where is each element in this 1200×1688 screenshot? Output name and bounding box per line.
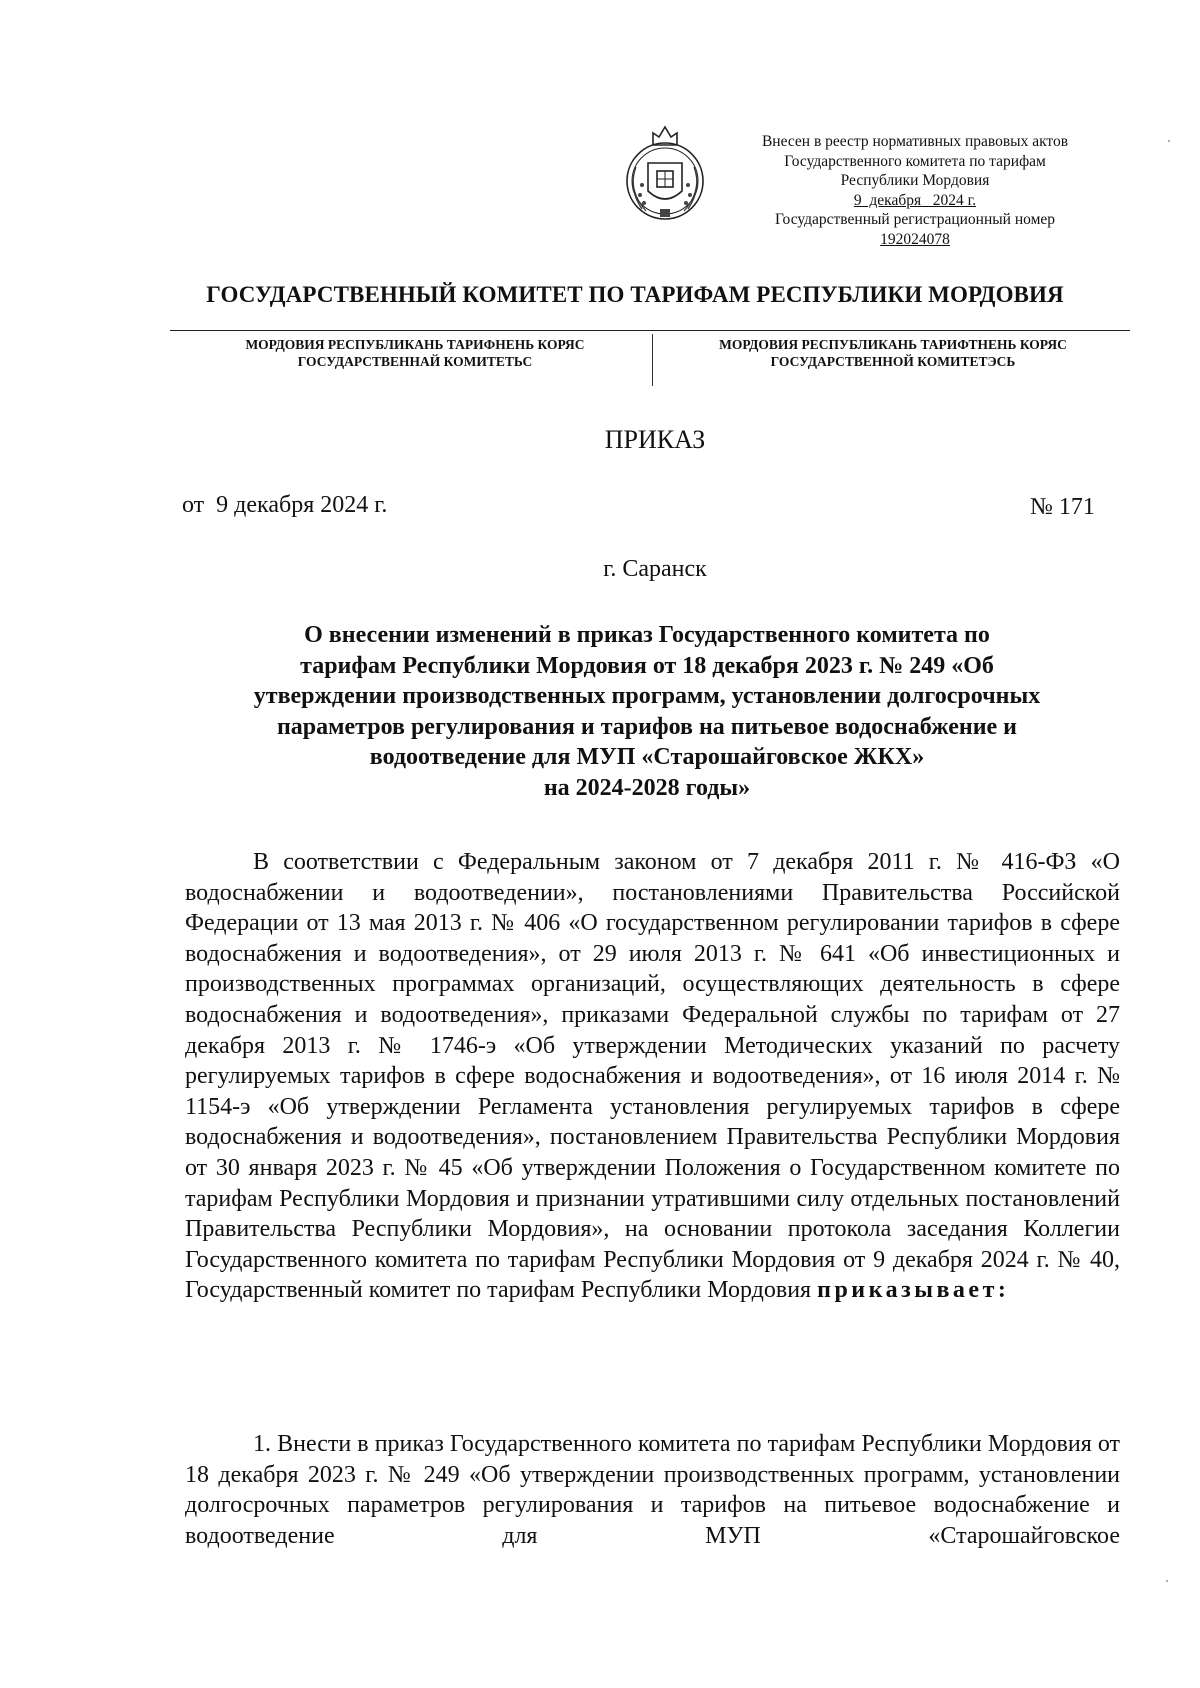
registry-note <box>735 132 1095 249</box>
header-divider <box>170 330 1130 331</box>
erzya-line-2: ГОСУДАРСТВЕННОЙ КОМИТЕТЭСЬ <box>770 354 1016 369</box>
registry-number: 192024078 <box>880 230 950 248</box>
registry-line-1: Внесен в реестр нормативных правовых актов <box>761 133 1069 150</box>
scan-speck <box>1166 1580 1168 1582</box>
subject-line-2: тарифам Республики Мордовия от 18 декабря 2023 г. № 249 «Об <box>300 652 994 679</box>
document-subject <box>182 620 1112 803</box>
header-vertical-divider <box>652 334 653 386</box>
subject-line-3: утверждении производственных программ, установлении долгосрочных <box>253 683 1041 709</box>
registry-line-3: Республики Мордовия <box>840 172 990 189</box>
erzya-line-1: МОРДОВИЯ РЕСПУБЛИКАНЬ ТАРИФТНЕНЬ КОРЯС <box>719 337 1067 352</box>
erzya-name <box>668 336 1118 370</box>
order-word: приказывает: <box>817 1277 1010 1304</box>
moksha-line-1: МОРДОВИЯ РЕСПУБЛИКАНЬ ТАРИФНЕНЬ КОРЯС <box>245 337 585 352</box>
subject-line-4: параметров регулирования и тарифов на питьевое водоснабжение и <box>276 713 1018 740</box>
registry-line-5: Государственный регистрационный номер <box>774 211 1056 228</box>
document-date: от 9 декабря 2024 г. <box>182 492 388 518</box>
moksha-name <box>195 336 635 370</box>
body-paragraph-2: 1. Внести в приказ Государственного комитета по тарифам Республики Мордовия от 18 декабря 2023 г. № 249 «Об утверждении производственных программ, установлении долгосрочных параметров регулирования и тарифов на питьевое водоснабжение и водоотведение для МУП «Старошайговское <box>185 1431 1120 1549</box>
scan-speck <box>1168 140 1170 142</box>
subject-line-1: О внесении изменений в приказ Государственного комитета по <box>304 622 990 648</box>
body-paragraph-1 <box>185 847 1120 1306</box>
moksha-line-2: ГОСУДАРСТВЕННАЙ КОМИТЕТЬС <box>297 354 533 369</box>
subject-line-6: на 2024-2028 годы» <box>543 774 751 801</box>
document-city: г. Саранск <box>603 556 707 582</box>
document-type: ПРИКАЗ <box>604 425 706 454</box>
registry-line-2: Государственного комитета по тарифам <box>784 152 1046 170</box>
paragraph-1-text: В соответствии с Федеральным законом от 7 декабря 2011 г. № 416-ФЗ «О водоснабжении и водоотведении», постановлениями Правительства Российской Федерации от 13 мая 2013 г. № 406 «О государственном регулировании тарифов в сфере водоснабжения и водоотведения», от 29 июля 2013 г. № 641 «Об инвестиционных и производственных программах организаций, осуществляющих деятельность в сфере водоснабжения и водоотведения», приказами Федеральной службы по тарифам от 27 декабря 2013 г. № 1746-э «Об утверждении Методических указаний по расчету регулируемых тарифов в сфере водоснабжения и водоотведения», от 16 июля 2014 г. № 1154-э «Об утверждении Регламента установления регулируемых тарифов в сфере водоснабжения и водоотведения», постановлением Правительства Республики Мордовия от 30 января 2023 г. № 45 «Об утверждении Положения о Государственном комитете по тарифам Республики Мордовия и признании утратившими силу отдельных постановлений Правительства Республики Мордовия», на основании протокола заседания Коллегии Государственного комитета по тарифам Республики Мордовия от 9 декабря 2024 г. № 40, Государственный комитет по тарифам Республики Мордовия <box>185 849 1120 1304</box>
registry-date: 9 декабря 2024 г. <box>853 191 977 209</box>
organization-title: ГОСУДАРСТВЕННЫЙ КОМИТЕТ ПО ТАРИФАМ РЕСПУБЛИКИ МОРДОВИЯ <box>206 282 1064 307</box>
subject-line-5: водоотведение для МУП «Старошайговское ЖКХ» <box>369 744 925 770</box>
document-number: № 171 <box>1030 494 1095 520</box>
coat-of-arms-emblem <box>622 123 708 227</box>
